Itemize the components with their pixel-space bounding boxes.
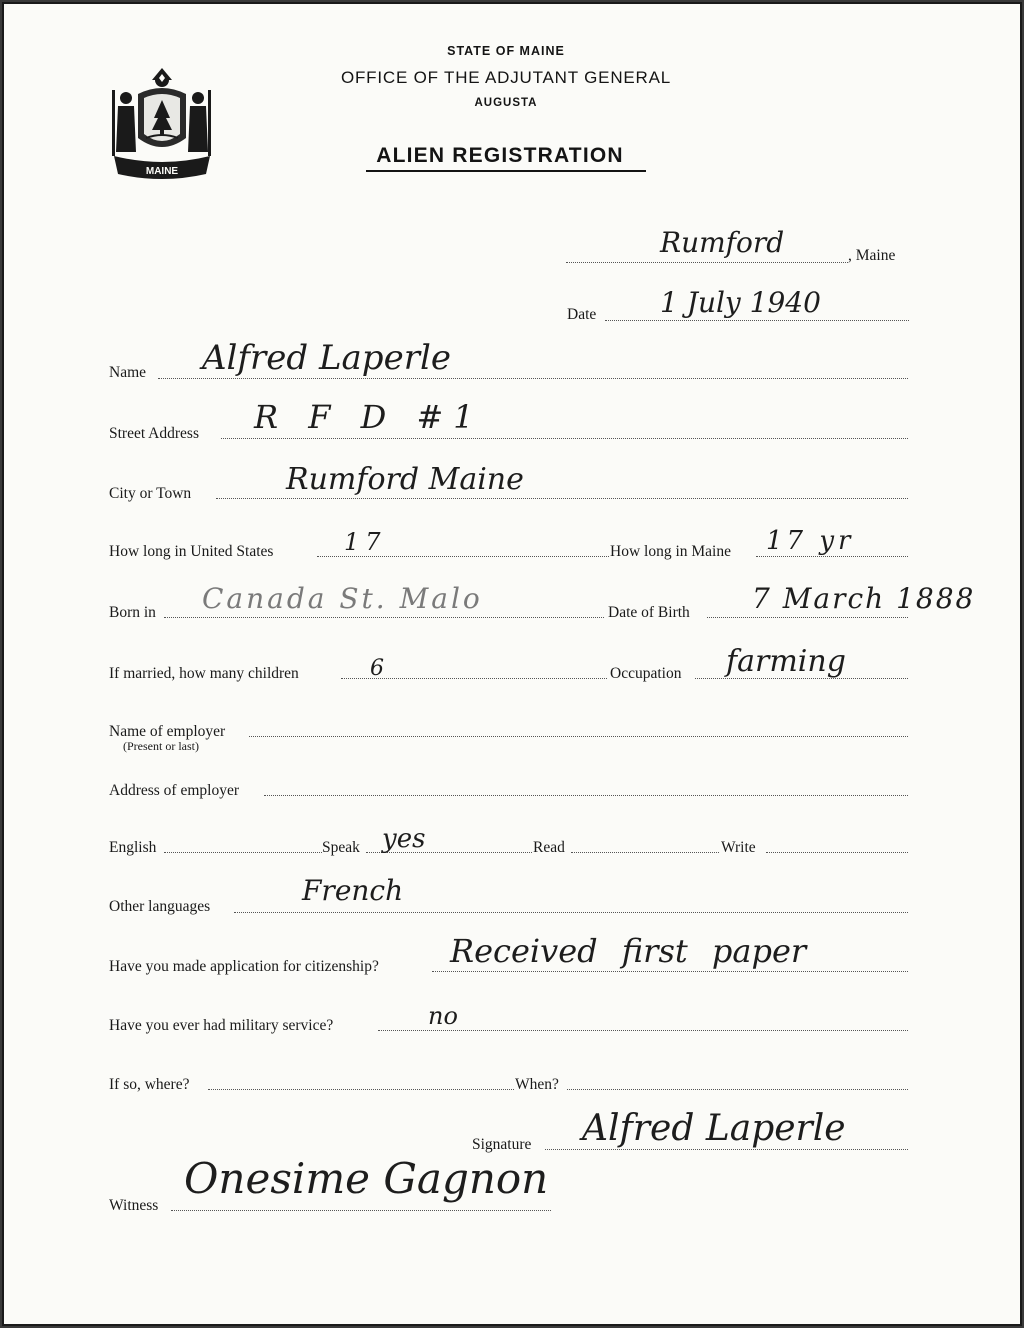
date-line xyxy=(605,320,909,321)
when-label: When? xyxy=(515,1076,559,1093)
other-languages-line xyxy=(234,912,908,913)
how-long-us-value: 17 xyxy=(344,528,387,556)
born-in-value: Canada St. Malo xyxy=(202,582,483,615)
how-long-us-line xyxy=(317,556,609,557)
when-line xyxy=(567,1089,908,1090)
how-long-maine-value: 17 yr xyxy=(766,526,855,556)
write-line xyxy=(766,852,908,853)
town-line xyxy=(566,262,848,263)
how-long-maine-line xyxy=(756,556,908,557)
date-label: Date xyxy=(567,306,597,323)
where-label: If so, where? xyxy=(109,1076,190,1093)
employer-name-label: Name of employer xyxy=(109,723,226,740)
date-of-birth-label: Date of Birth xyxy=(608,604,690,621)
street-value: R F D #1 xyxy=(254,398,484,436)
employer-address-label: Address of employer xyxy=(109,782,239,799)
name-line xyxy=(158,378,908,379)
occupation-label: Occupation xyxy=(610,665,682,682)
state-heading: STATE OF MAINE xyxy=(447,44,565,58)
city-line xyxy=(216,498,908,499)
date-of-birth-value: 7 March 1888 xyxy=(752,582,976,615)
military-value: no xyxy=(428,1002,458,1030)
speak-value: yes xyxy=(382,824,426,854)
english-label: English xyxy=(109,839,157,856)
occupation-value: farming xyxy=(726,644,846,679)
office-heading: OFFICE OF THE ADJUTANT GENERAL xyxy=(340,68,672,87)
employer-address-line xyxy=(264,795,908,796)
registration-form xyxy=(2,2,1022,1326)
witness-value: Onesime Gagnon xyxy=(184,1154,549,1203)
born-in-label: Born in xyxy=(109,604,156,621)
other-languages-label: Other languages xyxy=(109,898,211,915)
town-value: Rumford xyxy=(660,226,785,259)
date-value: 1 July 1940 xyxy=(660,286,821,319)
witness-label: Witness xyxy=(109,1197,159,1214)
state-label: , Maine xyxy=(848,247,896,264)
city-label: City or Town xyxy=(109,485,192,502)
signature-line xyxy=(545,1149,908,1150)
speak-label: Speak xyxy=(322,839,360,856)
children-label: If married, how many children xyxy=(109,665,299,682)
military-line xyxy=(378,1030,908,1031)
citizenship-label: Have you made application for citizenship? xyxy=(109,958,379,975)
citizenship-line xyxy=(432,971,908,972)
seal-text: MAINE xyxy=(145,166,179,177)
born-in-line xyxy=(164,617,604,618)
other-languages-value: French xyxy=(302,874,404,907)
name-label: Name xyxy=(109,364,147,381)
citizenship-value: Received first paper xyxy=(450,932,807,970)
street-label: Street Address xyxy=(109,425,199,442)
how-long-us-label: How long in United States xyxy=(109,543,274,560)
read-label: Read xyxy=(533,839,565,856)
how-long-maine-label: How long in Maine xyxy=(610,543,731,560)
street-line xyxy=(221,438,908,439)
signature-label: Signature xyxy=(472,1136,532,1153)
city-value: Rumford Maine xyxy=(286,462,524,497)
name-value: Alfred Laperle xyxy=(202,338,451,378)
witness-line xyxy=(171,1210,551,1211)
read-line xyxy=(571,852,719,853)
city-heading: AUGUSTA xyxy=(474,97,538,109)
military-label: Have you ever had military service? xyxy=(109,1017,334,1034)
write-label: Write xyxy=(721,839,756,856)
english-line xyxy=(164,852,322,853)
form-title: ALIEN REGISTRATION xyxy=(376,144,624,167)
employer-name-line xyxy=(249,736,908,737)
employer-name-sublabel: (Present or last) xyxy=(123,739,199,753)
where-line xyxy=(208,1089,514,1090)
date-of-birth-line xyxy=(707,617,908,618)
title-underline xyxy=(366,170,646,172)
signature-value: Alfred Laperle xyxy=(582,1108,846,1149)
children-value: 6 xyxy=(370,656,384,681)
